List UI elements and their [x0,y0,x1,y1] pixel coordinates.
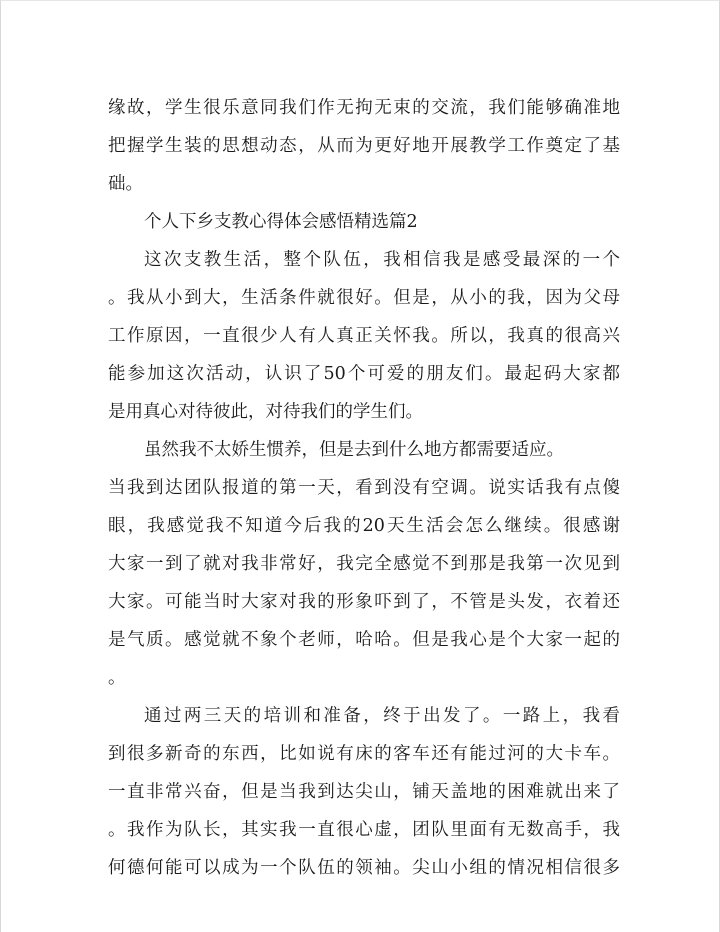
paragraph-line: 。我从小到大，生活条件就很好。但是，从小的我，因为父母 [108,288,620,308]
document-body [108,94,620,892]
paragraph-line: 是气质。感觉就不象个老师，哈哈。但是我心是个大家一起的 [108,630,620,650]
paragraph-line: 大家。可能当时大家对我的形象吓到了，不管是头发，衣着还 [108,592,620,612]
paragraph-line: 能参加这次活动，认识了50个可爱的朋友们。最起码大家都 [108,364,620,384]
paragraph-line: 虽然我不太娇生惯养，但是去到什么地方都需要适应。 [144,440,564,460]
paragraph-line: 何德何能可以成为一个队伍的领袖。尖山小组的情况相信很多 [108,858,620,878]
paragraph-line: 是用真心对待彼此，对待我们的学生们。 [108,402,423,422]
paragraph-line: 础。 [108,174,143,194]
paragraph-line: 一直非常兴奋，但是当我到达尖山，铺天盖地的困难就出来了 [108,782,620,802]
paragraph-line: 把握学生装的思想动态，从而为更好地开展教学工作奠定了基 [108,136,620,156]
paragraph-line: 眼，我感觉我不知道今后我的20天生活会怎么继续。很感谢 [108,516,620,536]
paragraph-line: 通过两三天的培训和准备，终于出发了。一路上，我看 [144,706,620,726]
paragraph-line: 当我到达团队报道的第一天，看到没有空调。说实话我有点傻 [108,478,620,498]
paragraph-line: 工作原因，一直很少人有人真正关怀我。所以，我真的很高兴 [108,326,620,346]
paragraph-line: 。我作为队长，其实我一直很心虚，团队里面有无数高手，我 [108,820,620,840]
paragraph-line: 。 [108,668,126,688]
paragraph-line: 大家一到了就对我非常好，我完全感觉不到那是我第一次见到 [108,554,620,574]
paragraph-line: 到很多新奇的东西，比如说有床的客车还有能过河的大卡车。 [108,744,620,764]
paragraph-line: 这次支教生活，整个队伍，我相信我是感受最深的一个 [144,250,620,270]
section-heading: 个人下乡支教心得体会感悟精选篇2 [144,212,418,232]
paragraph-line: 缘故，学生很乐意同我们作无拘无束的交流，我们能够确准地 [108,98,620,118]
